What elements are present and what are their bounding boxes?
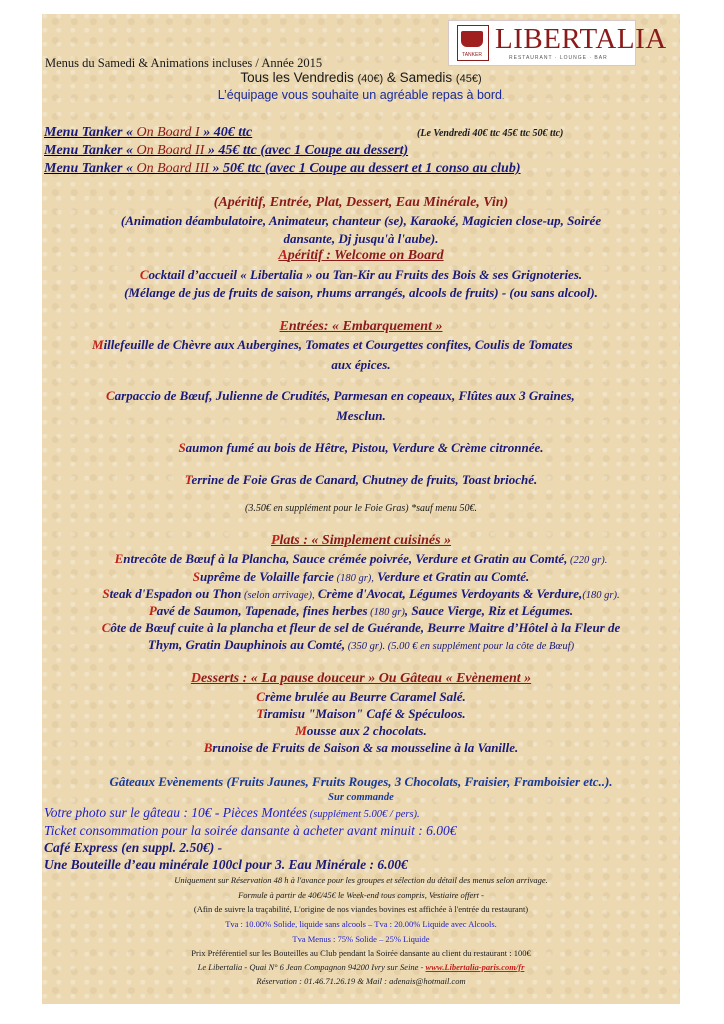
menu-tanker-2: Menu Tanker « On Board II » 45€ ttc (avec 1 Coupe au dessert) (44, 143, 409, 158)
aperitif-details: (Mélange de jus de fruits de saison, rhums arrangés, alcools de fruits) - (ou sans alcool). (124, 285, 598, 300)
aperitif-heading: Apéritif : Welcome on Board (278, 248, 444, 263)
footer-formule: Formule à partir de 40€/45€ le Week-end tous compris, Vestiaire offert - (238, 890, 484, 900)
tanker-ship-icon: TANKER (457, 25, 489, 61)
foie-gras-supplement: (3.50€ en supplément pour le Foie Gras) *sauf menu 50€. (245, 503, 477, 514)
libertalia-logo (448, 20, 667, 66)
plat-supreme: Suprême de Volaille farcie (180 gr), Verdure et Gratin au Comté. (192, 569, 530, 584)
animation-line-1: (Animation déambulatoire, Animateur, chanteur (se), Karaoké, Magicien close-up, Soirée (120, 213, 602, 228)
menu-tanker-3: Menu Tanker « On Board III » 50€ ttc (avec 1 Coupe au dessert et 1 conso au club) (44, 161, 521, 176)
dessert-tiramisu: Tiramisu "Maison" Café & Spéculoos. (256, 706, 466, 721)
entree-millefeuille-cont: aux épices. (331, 357, 391, 372)
sur-commande: Sur commande (328, 792, 394, 803)
plat-cote-boeuf-cont: Thym, Gratin Dauphinois au Comté, (350 gr). (5.00 € en supplément pour la côte de Bœuf) (147, 637, 575, 652)
gateaux-evenements: Gâteaux Evènements (Fruits Jaunes, Fruits Rouges, 3 Chocolats, Fraisier, Framboisier etc..). (109, 774, 613, 789)
footer-tva: Tva : 10.00% Solide, liquide sans alcools – Tva : 20.00% Liquide avec Alcools. (225, 919, 497, 929)
plat-espadon: Steak d'Espadon ou Thon (selon arrivage), Crème d'Avocat, Légumes Verdoyants & Verdure,(180 gr). (102, 586, 620, 601)
dessert-creme-brulee: Crème brulée au Beurre Caramel Salé. (256, 689, 466, 704)
entree-foie-gras: Terrine de Foie Gras de Canard, Chutney de fruits, Toast brioché. (184, 472, 538, 487)
plat-entrecote: Entrecôte de Bœuf à la Plancha, Sauce crémée poivrée, Verdure et Gratin au Comté, (220 gr). (114, 551, 608, 566)
entrees-heading: Entrées: « Embarquement » (279, 319, 443, 334)
footer-address: Le Libertalia - Quai N° 6 Jean Compagnon 94200 Ivry sur Seine - www.Libertalia-paris.com/fr (197, 962, 525, 972)
ticket-consommation: Ticket consommation pour la soirée dansante à acheter avant minuit : 6.00€ (44, 823, 457, 838)
footer-reservation-note: Uniquement sur Réservation 48 h à l'avance pour les groupes et sélection du détail des menus selon arrivage. (174, 875, 548, 885)
logo-tagline: RESTAURANT · LOUNGE · BAR (509, 55, 608, 61)
entree-carpaccio: Carpaccio de Bœuf, Julienne de Crudités, Parmesan en copeaux, Flûtes aux 3 Graines, (106, 388, 575, 403)
dessert-brunoise: Brunoise de Fruits de Saison & sa mousseline à la Vanille. (203, 740, 519, 755)
included-items: (Apéritif, Entrée, Plat, Dessert, Eau Minérale, Vin) (213, 195, 509, 210)
plats-heading: Plats : « Simplement cuisinés » (270, 533, 452, 548)
plat-saumon: Pavé de Saumon, Tapenade, fines herbes (180 gr), Sauce Vierge, Riz et Légumes. (148, 603, 574, 618)
logo-wordmark: LIBERTALIA (495, 23, 667, 55)
dessert-mousse: Mousse aux 2 chocolats. (295, 723, 427, 738)
menu-tanker-1: Menu Tanker « On Board I » 40€ ttc (44, 125, 253, 140)
footer-tracabilite: (Afin de suivre la traçabilité, L'origine de nos viandes bovines est affichée à l'entrée du restaurant) (193, 904, 529, 914)
footer-tva-menus: Tva Menus : 75% Solide – 25% Liquide (292, 934, 430, 944)
menu-page (42, 14, 680, 1004)
photo-gateau: Votre photo sur le gâteau : 10€ - Pièces Montées (supplément 5.00€ / pers). (44, 805, 420, 820)
entree-carpaccio-cont: Mesclun. (336, 408, 386, 423)
service-days: Tous les Vendredis (40€) & Samedis (45€) (240, 70, 482, 85)
page-title: Menus du Samedi & Animations incluses / Année 2015 (45, 56, 323, 70)
menu-tanker-1-note: (Le Vendredi 40€ ttc 45€ ttc 50€ ttc) (417, 128, 564, 139)
cafe-express: Café Express (en suppl. 2.50€) - (44, 840, 223, 855)
entree-millefeuille: Millefeuille de Chèvre aux Aubergines, Tomates et Courgettes confites, Coulis de Tomates (92, 337, 573, 352)
plat-cote-boeuf: Côte de Bœuf cuite à la plancha et fleur de sel de Guérande, Beurre Maitre d’Hôtel à la Fleur de (101, 620, 621, 635)
footer-contact: Réservation : 01.46.71.26.19 & Mail : adenais@hotmail.com (256, 976, 466, 986)
eau-minerale: Une Bouteille d’eau minérale 100cl pour 3. Eau Minérale : 6.00€ (44, 857, 408, 872)
crew-greeting: L’équipage vous souhaite un agréable repas à bord. (217, 88, 505, 102)
desserts-heading: Desserts : « La pause douceur » Ou Gâteau « Evènement » (190, 671, 532, 686)
website-link[interactable]: www.Libertalia-paris.com/fr (425, 962, 525, 972)
footer-prix-bouteilles: Prix Préférentiel sur les Bouteilles au Club pendant la Soirée dansante au client du restaurant : 100€ (191, 948, 531, 958)
aperitif-cocktail: Cocktail d’accueil « Libertalia » ou Tan-Kir au Fruits des Bois & ses Grignoteries. (139, 267, 583, 282)
animation-line-2: dansante, Dj jusqu'à l'aube). (283, 231, 439, 246)
entree-saumon: Saumon fumé au bois de Hêtre, Pistou, Verdure & Crème citronnée. (178, 440, 544, 455)
